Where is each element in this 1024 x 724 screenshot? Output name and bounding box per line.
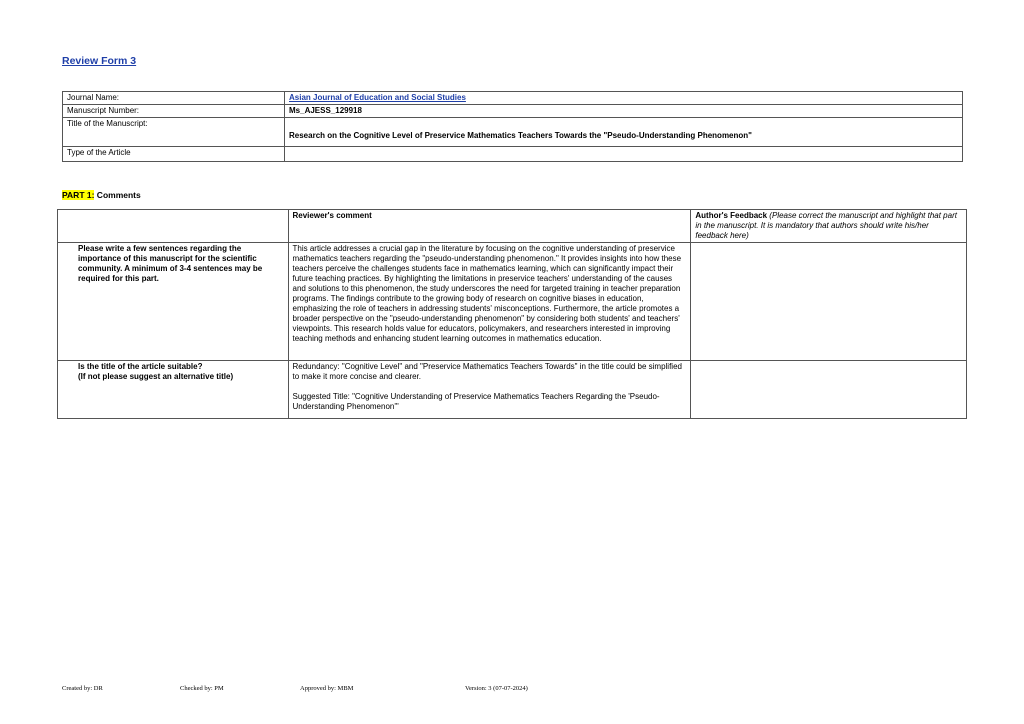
reviewer-comment-title: Redundancy: "Cognitive Level" and "Preservice Mathematics Teachers Towards" in the title could be simplified to make it more concise and clearer. Suggested Title: "Cognitive Understanding of Preservice Mathematics Teachers Regarding the 'Pseudo-Understanding Phenomenon'" <box>288 361 691 419</box>
header-reviewer-comment: Reviewer's comment <box>288 210 691 243</box>
manuscript-title-value: Research on the Cognitive Level of Preservice Mathematics Teachers Towards the "Pseudo-Understanding Phenomenon" <box>285 118 963 147</box>
form-title: Review Form 3 <box>62 55 137 67</box>
reviewer-comment-importance: This article addresses a crucial gap in the literature by focusing on the cognitive understanding of preservice mathematics teachers regarding the "pseudo-understanding phenomenon." It provides insights into how these teachers perceive the challenges students face in mathematics learning, which can significantly impact their future teaching practices. By highlighting the limitations in preservice teachers' understanding of the causes and solutions to this phenomenon, the study underscores the need for targeted training in teacher preparation programs. The findings contribute to the growing body of research on cognitive biases in education, emphasizing the role of teachers in addressing students' misconceptions. Furthermore, the article promotes a broader perspective on the "pseudo-understanding phenomenon" by considering both students' and teachers' viewpoints. This research holds value for educators, policymakers, and researchers interested in improving teaching methods and enhancing student learning outcomes in mathematics education. <box>288 243 691 361</box>
manuscript-title-row <box>63 118 963 147</box>
author-feedback-importance[interactable] <box>691 243 967 361</box>
author-feedback-note: (Please correct the manuscript and highlight that part in the manuscript. It is mandatory that authors should write his/her feedback here) <box>695 211 957 240</box>
article-type-value <box>285 147 963 162</box>
question-importance: Please write a few sentences regarding the importance of this manuscript for the scientific community. A minimum of 3-4 sentences may be required for this part. <box>58 243 289 361</box>
comment-row-title <box>58 361 967 419</box>
part1-heading-text: Comments <box>94 190 141 200</box>
header-author-feedback <box>691 210 967 243</box>
footer-version: Version: 3 (07-07-2024) <box>465 685 528 692</box>
question-title: Is the title of the article suitable? (If not please suggest an alternative title) <box>58 361 289 419</box>
article-type-row <box>63 147 963 162</box>
journal-row <box>63 92 963 105</box>
journal-label: Journal Name: <box>63 92 285 105</box>
footer-checked-by: Checked by: PM <box>180 685 224 692</box>
part1-heading <box>62 190 141 200</box>
author-feedback-title-row[interactable] <box>691 361 967 419</box>
header-empty-cell <box>58 210 289 243</box>
manuscript-number-label: Manuscript Number: <box>63 105 285 118</box>
footer-approved-by: Approved by: MBM <box>300 685 354 692</box>
manuscript-number-row <box>63 105 963 118</box>
author-feedback-title: Author's Feedback <box>695 211 768 220</box>
journal-link[interactable]: Asian Journal of Education and Social Studies <box>289 93 466 102</box>
manuscript-info-table <box>62 91 963 162</box>
footer-created-by: Created by: DR <box>62 685 103 692</box>
comments-table <box>57 209 967 419</box>
comments-header-row <box>58 210 967 243</box>
manuscript-number-value: Ms_AJESS_129918 <box>285 105 963 118</box>
part1-prefix: PART 1: <box>62 190 95 200</box>
manuscript-title-label: Title of the Manuscript: <box>63 118 285 147</box>
comment-row-importance <box>58 243 967 361</box>
article-type-label: Type of the Article <box>63 147 285 162</box>
